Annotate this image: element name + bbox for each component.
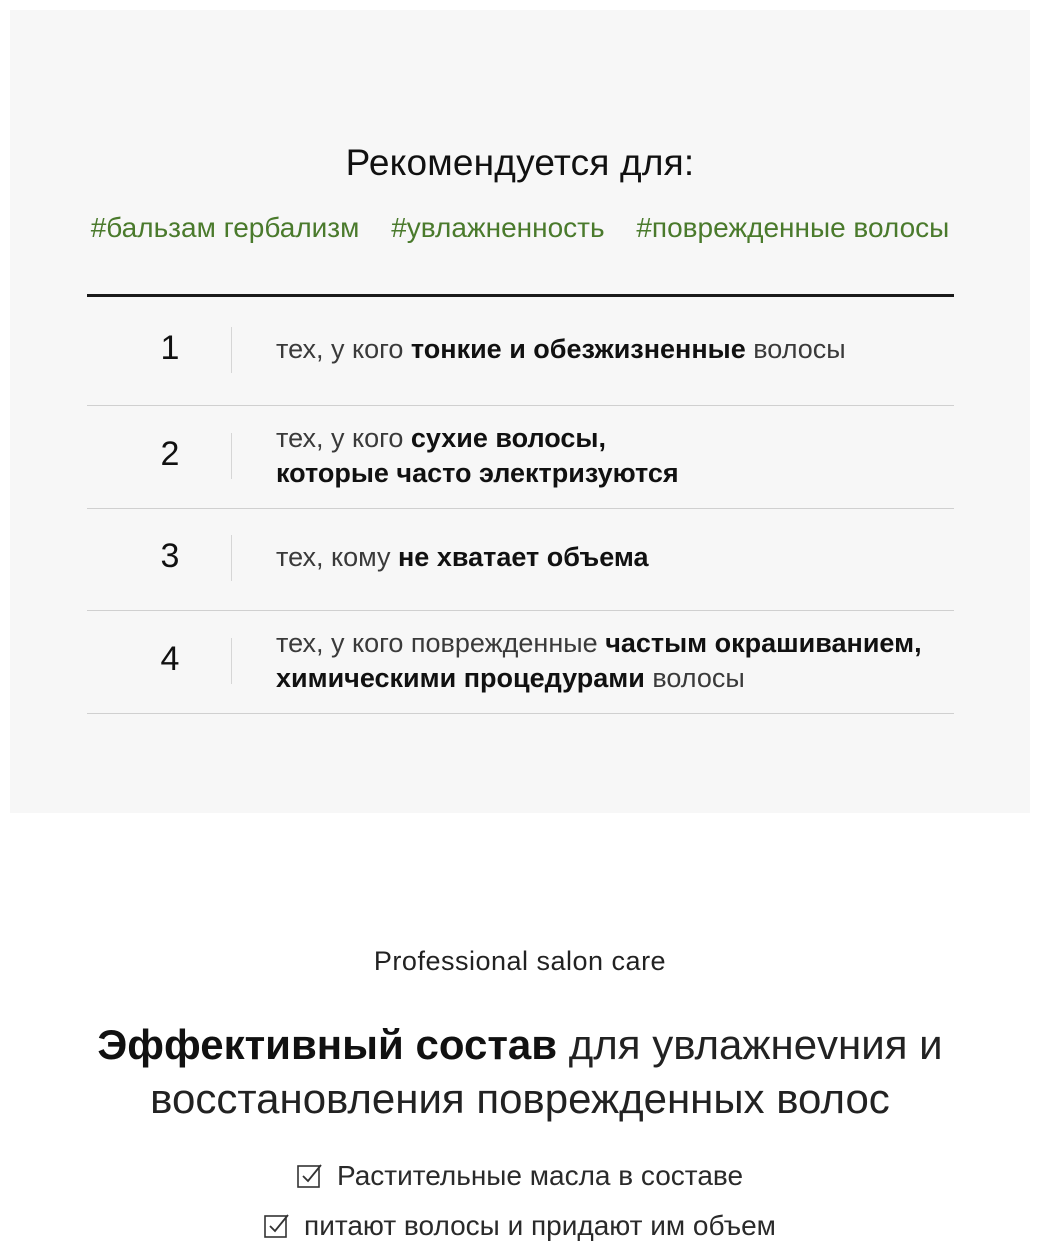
hashtag: #бальзам гербализм (90, 212, 360, 243)
table-row (87, 297, 954, 406)
plain-text: тех, у кого (276, 422, 411, 453)
feature-text: Растительные масла в составе (336, 1160, 744, 1191)
hashtag: #поврежденные волосы (636, 212, 950, 243)
row-text (276, 540, 649, 575)
emphasis-text: которые часто электризуются (276, 457, 679, 488)
headline-rest: для увлажнеvния и (557, 1021, 943, 1068)
row-text (276, 421, 679, 491)
emphasis-text: тонкие и обезжизненные (410, 334, 746, 364)
headline-bold: Эффективный состав (97, 1021, 558, 1068)
table-row (87, 405, 954, 509)
table-row (87, 610, 954, 714)
row-number: 3 (160, 537, 180, 575)
feature-check-item (0, 1210, 1040, 1242)
table-row (87, 508, 954, 611)
hashtag: #увлажненность (391, 212, 605, 243)
recommendation-title: Рекомендуется для: (345, 142, 695, 183)
plain-text: тех, у кого (276, 334, 411, 364)
row-text-line (276, 421, 679, 456)
checkbox-icon (264, 1212, 290, 1238)
row-divider (231, 638, 232, 684)
row-number: 2 (160, 434, 180, 473)
plain-text: тех, кому (276, 542, 398, 572)
plain-text: волосы (745, 334, 846, 364)
emphasis-text: частым окрашиванием, (605, 627, 922, 658)
feature-check-item (0, 1160, 1040, 1192)
row-text-line (276, 332, 846, 367)
row-text-line (276, 540, 649, 575)
row-divider (231, 327, 232, 373)
emphasis-text: сухие волосы, (410, 422, 606, 453)
plain-text: тех, у кого поврежденные (276, 627, 606, 658)
section-label: Professional salon care (373, 946, 667, 976)
row-number: 1 (160, 329, 180, 367)
row-text (276, 626, 922, 696)
section-headline (0, 1018, 1040, 1126)
emphasis-text: не хватает объема (398, 542, 649, 572)
row-text (276, 332, 846, 367)
feature-text: питают волосы и придают им объем (304, 1210, 776, 1241)
row-number: 4 (160, 639, 180, 678)
row-divider (231, 433, 232, 479)
hashtag-list (0, 212, 1040, 244)
emphasis-text: химическими процедурами (276, 662, 645, 693)
row-text-line (276, 456, 679, 491)
row-divider (231, 535, 232, 581)
row-text-line (276, 626, 922, 661)
headline-line-2: восстановления поврежденных волос (150, 1075, 890, 1122)
row-text-line (276, 661, 922, 696)
checkbox-icon (297, 1162, 323, 1188)
plain-text: волосы (644, 662, 745, 693)
